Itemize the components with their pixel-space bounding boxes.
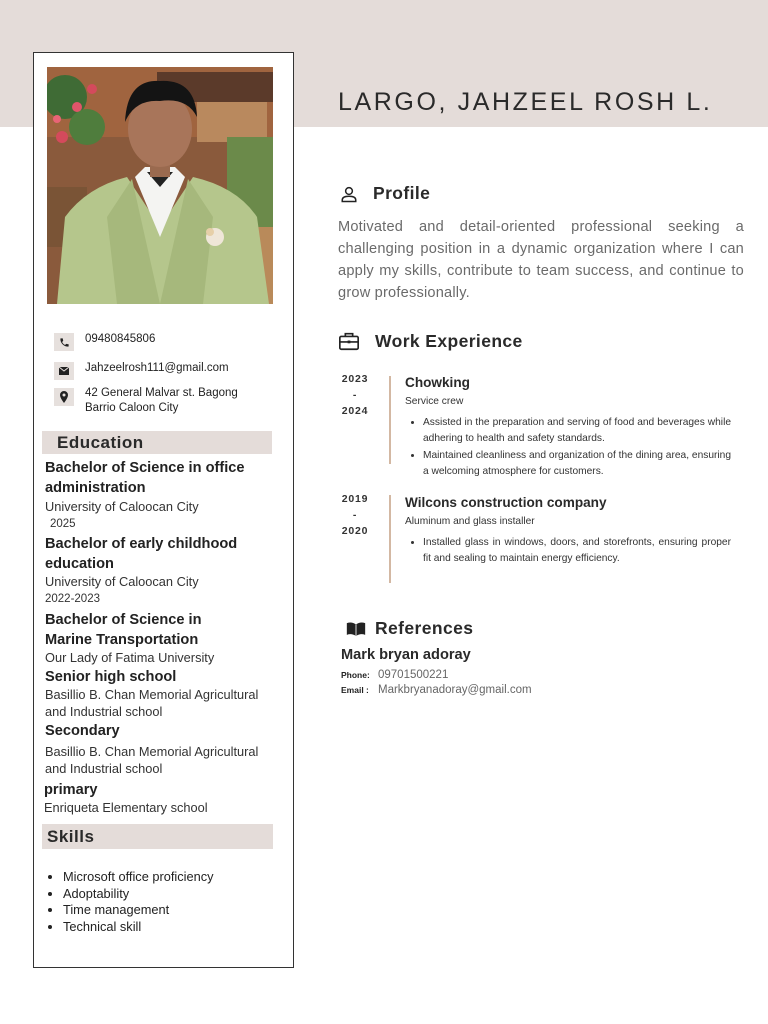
- school-year: 2022-2023: [45, 592, 100, 605]
- references-title: References: [375, 618, 474, 638]
- briefcase-icon: [338, 330, 360, 352]
- education-entry: [45, 610, 230, 667]
- profile-heading: [340, 183, 430, 204]
- candidate-name: LARGO, JAHZEEL ROSH L.: [338, 88, 713, 116]
- degree-title: Secondary: [45, 723, 120, 739]
- person-icon: [340, 185, 358, 203]
- duty-item: • Maintained cleanliness and organization of the dining area, ensuring a welcoming atmosphere for customers.: [423, 448, 731, 481]
- reference-email: [341, 684, 532, 696]
- year-dash: -: [352, 509, 358, 521]
- contact-email: [54, 362, 229, 380]
- education-heading: Education: [42, 431, 272, 454]
- reference-phone-number[interactable]: 09701500221: [378, 669, 449, 681]
- reference-name: Mark bryan adoray: [341, 647, 471, 663]
- education-entry: [45, 667, 273, 720]
- job-role: Service crew: [405, 396, 464, 407]
- skill-item: • Adoptability: [63, 886, 214, 903]
- skill-item: • Time management: [63, 902, 214, 919]
- phone-number[interactable]: 09480845806: [85, 333, 156, 345]
- job-entry: [405, 494, 731, 568]
- reference-email-address[interactable]: Markbryanadoray@gmail.com: [378, 684, 532, 696]
- job-duties: [405, 415, 731, 480]
- education-entry: [45, 458, 273, 533]
- timeline-divider: [389, 376, 391, 464]
- school-year: 2025: [50, 517, 76, 530]
- contact-address: [54, 386, 270, 416]
- timeline-divider: [389, 495, 391, 583]
- job-end-year: 2020: [341, 525, 369, 537]
- email-label: Email :: [341, 685, 369, 695]
- education-entry: [45, 534, 273, 608]
- work-heading: [338, 330, 523, 352]
- job-years: [340, 371, 370, 419]
- location-pin-icon: [54, 388, 74, 406]
- profile-summary: Motivated and detail-oriented professional seeking a challenging position in a dynamic organization where I can apply my skills, contribute to team success, and continue to grow professionally.: [338, 219, 744, 301]
- company-name: Wilcons construction company: [405, 495, 607, 510]
- job-start-year: 2019: [341, 493, 369, 505]
- degree-title: Bachelor of early childhood education: [45, 536, 238, 572]
- phone-icon: [54, 333, 74, 351]
- email-address[interactable]: Jahzeelrosh111@gmail.com: [85, 362, 229, 374]
- school-name: Our Lady of Fatima University: [45, 650, 215, 665]
- degree-title: primary: [44, 782, 98, 798]
- profile-photo-illustration: [47, 67, 273, 304]
- sidebar: [33, 52, 294, 968]
- phone-label: Phone:: [341, 670, 370, 680]
- year-dash: -: [352, 389, 358, 401]
- school-name: University of Caloocan City: [45, 574, 199, 589]
- work-title: Work Experience: [375, 330, 523, 351]
- skills-heading: Skills: [42, 824, 273, 849]
- references-heading: [346, 618, 473, 639]
- job-role: Aluminum and glass installer: [405, 516, 535, 527]
- profile-title: Profile: [373, 183, 431, 203]
- company-name: Chowking: [405, 375, 470, 390]
- profile-photo: [47, 67, 273, 304]
- job-end-year: 2024: [341, 405, 369, 417]
- contact-phone: [54, 333, 155, 351]
- job-entry: [405, 374, 731, 480]
- skill-item: • Technical skill: [63, 919, 214, 936]
- school-name: University of Caloocan City: [45, 499, 199, 514]
- duty-item: • Assisted in the preparation and serving of food and beverages while adhering to health and safety standards.: [423, 415, 731, 448]
- degree-title: Senior high school: [45, 669, 177, 685]
- address-text: 42 General Malvar st. Bagong Barrio Caloon City: [85, 387, 238, 414]
- job-start-year: 2023: [341, 373, 369, 385]
- school-name: Basillio B. Chan Memorial Agricultural and Industrial school: [45, 687, 259, 719]
- skills-list: [46, 869, 214, 935]
- job-years: [340, 491, 370, 539]
- education-entry: [45, 721, 273, 777]
- skill-item: • Microsoft office proficiency: [63, 869, 214, 886]
- degree-title: Bachelor of Science in office administration: [45, 460, 245, 496]
- job-duties: [405, 535, 731, 568]
- reference-phone: [341, 669, 448, 681]
- open-book-icon: [346, 621, 366, 637]
- envelope-icon: [54, 362, 74, 380]
- education-entry: [44, 780, 272, 817]
- school-name: Basillio B. Chan Memorial Agricultural and Industrial school: [45, 744, 259, 776]
- school-name: Enriqueta Elementary school: [44, 800, 208, 815]
- duty-item: • Installed glass in windows, doors, and storefronts, ensuring proper fit and sealing to maintain energy efficiency.: [423, 535, 731, 568]
- degree-title: Bachelor of Science in Marine Transportation: [45, 612, 202, 648]
